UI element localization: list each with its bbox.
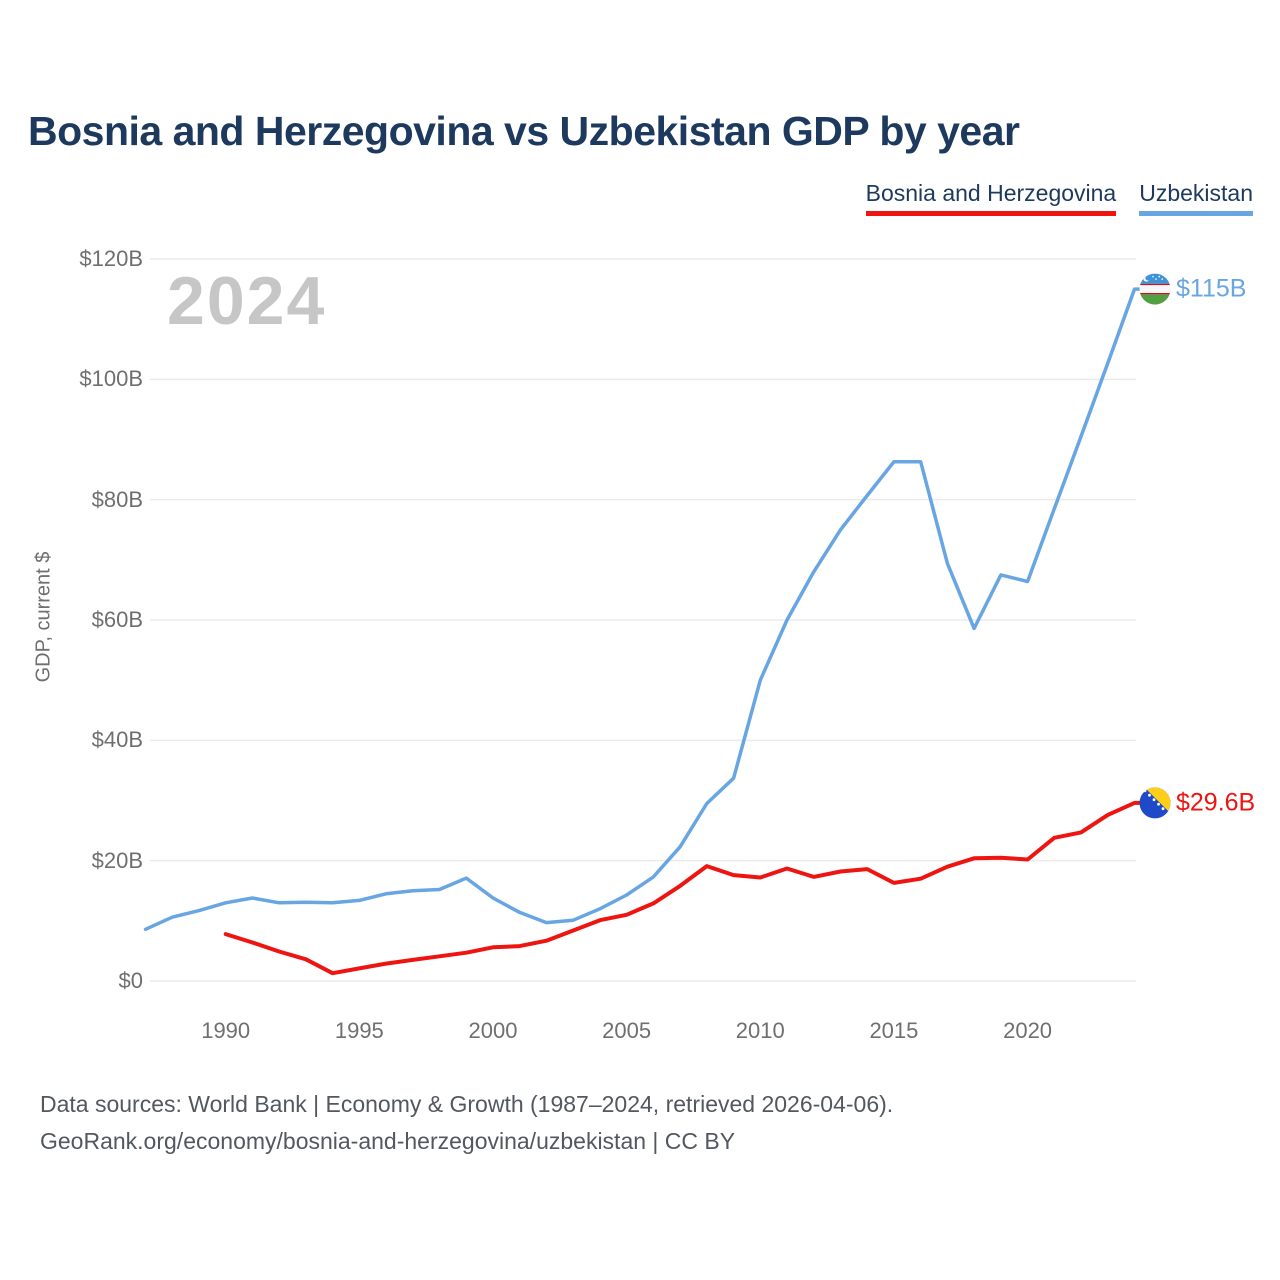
x-axis-tick-label: 2005 bbox=[602, 1018, 652, 1043]
x-axis-tick-label: 2015 bbox=[869, 1018, 919, 1043]
x-axis-tick-label: 1995 bbox=[334, 1018, 384, 1043]
x-axis-tick-label: 2000 bbox=[468, 1018, 518, 1043]
bosnia-flag-icon bbox=[1139, 787, 1171, 819]
year-watermark: 2024 bbox=[167, 263, 327, 339]
uzbekistan-flag-icon bbox=[1139, 273, 1171, 305]
y-axis-title: GDP, current $ bbox=[32, 551, 55, 683]
y-axis-tick-label: $20B bbox=[91, 847, 143, 873]
x-axis-tick-label: 2010 bbox=[735, 1018, 785, 1043]
bosnia-gdp-line bbox=[226, 803, 1153, 973]
y-axis-tick-label: $40B bbox=[91, 727, 143, 753]
footer-source-line: Data sources: World Bank | Economy & Growth (1987–2024, retrieved 2026-04-06). bbox=[40, 1091, 894, 1117]
y-axis-tick-label: $80B bbox=[91, 486, 143, 512]
y-axis-tick-label: $0 bbox=[118, 968, 143, 993]
gridlines bbox=[150, 259, 1136, 981]
uzbekistan-gdp-line bbox=[146, 289, 1153, 929]
legend-item-uzbekistan[interactable]: Uzbekistan bbox=[1139, 180, 1253, 216]
y-axis-tick-label: $60B bbox=[91, 607, 143, 632]
bosnia-value-label: $29.6B bbox=[1176, 788, 1256, 817]
x-axis-tick-label: 1990 bbox=[201, 1018, 251, 1043]
y-axis-tick-label: $120B bbox=[79, 246, 143, 271]
page-title: Bosnia and Herzegovina vs Uzbekistan GDP by year bbox=[28, 108, 1020, 154]
footer-url-line: GeoRank.org/economy/bosnia-and-herzegovina/uzbekistan | CC BY bbox=[40, 1128, 736, 1154]
legend-item-bosnia-and-herzegovina[interactable]: Bosnia and Herzegovina bbox=[866, 180, 1117, 216]
y-axis-tick-label: $100B bbox=[79, 366, 143, 392]
x-axis-tick-label: 2020 bbox=[1003, 1018, 1053, 1043]
uzbekistan-value-label: $115B bbox=[1176, 274, 1247, 303]
footer bbox=[40, 1086, 893, 1160]
